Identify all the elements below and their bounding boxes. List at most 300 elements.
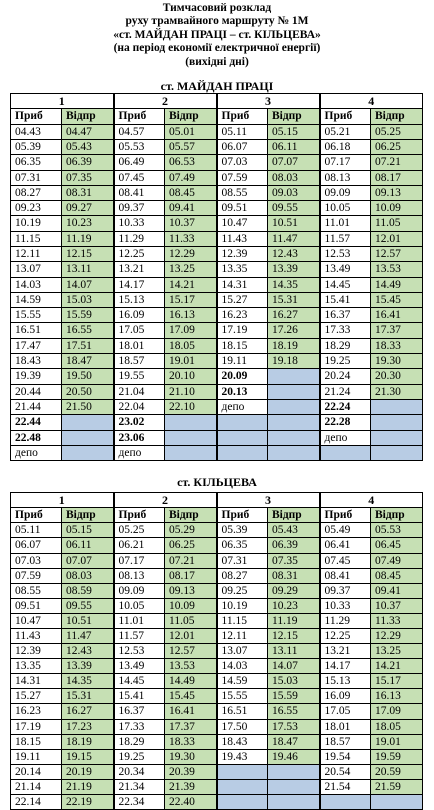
departure-column-header: Відпр [165,508,217,523]
departure-time: 08.17 [165,568,217,583]
arrival-time: 21.54 [320,779,371,794]
table-row [11,185,423,200]
departure-time: 14.49 [165,674,217,689]
departure-time: 11.33 [371,613,423,628]
arrival-time: 16.09 [320,689,371,704]
arrival-time: 12.11 [11,247,62,262]
departure-time: 16.55 [268,704,320,719]
departure-time: 20.10 [165,369,217,384]
arrival-time: 19.25 [114,749,165,764]
departure-time: 06.39 [62,155,114,170]
arrival-time [217,779,268,794]
departure-time: 17.53 [268,719,320,734]
departure-time: 15.45 [165,689,217,704]
table-row [11,384,423,399]
table-row [11,247,423,262]
departure-time: 05.53 [371,523,423,538]
arrival-time: 15.27 [217,292,268,307]
arrival-time: 22.48 [11,430,62,445]
departure-time: 13.39 [268,262,320,277]
table-row [11,764,423,779]
departure-time: 20.50 [62,384,114,399]
arrival-time: 14.03 [11,277,62,292]
departure-time: 05.15 [268,124,320,139]
table-row [11,644,423,659]
arrival-time: 15.41 [114,689,165,704]
arrival-time: 07.31 [217,553,268,568]
table-row [11,231,423,246]
departure-time: 16.13 [165,308,217,323]
table-row [11,568,423,583]
arrival-time: 20.14 [11,764,62,779]
arrival-time: 14.17 [114,277,165,292]
table-row [11,323,423,338]
section-title-maidan-pratsi: ст. МАЙДАН ПРАЦІ [160,79,274,94]
arrival-time: 06.07 [217,139,268,154]
arrival-time: 18.43 [217,734,268,749]
arrival-time: 18.29 [320,338,371,353]
schedule-table-kiltseva [10,492,423,810]
arrival-time: 10.05 [114,598,165,613]
arrival-time: 08.13 [320,170,371,185]
arrival-time: 14.45 [114,674,165,689]
group-number: 3 [217,493,320,508]
arrival-time: 05.11 [11,523,62,538]
departure-time: 08.17 [371,170,423,185]
departure-time: 15.59 [62,308,114,323]
departure-time: 13.53 [165,659,217,674]
departure-time: 08.31 [62,185,114,200]
departure-time: 19.01 [371,734,423,749]
arrival-time: 07.03 [217,155,268,170]
page-header [0,0,434,69]
departure-time: 06.45 [371,538,423,553]
header-line: (на період економії електричної енергії) [113,42,321,55]
schedule-table-maidan-pratsi [10,93,423,461]
arrival-time: 20.44 [11,384,62,399]
arrival-time: 11.43 [217,231,268,246]
arrival-time: 16.51 [217,704,268,719]
departure-time: 06.11 [268,139,320,154]
arrival-time: 09.09 [320,185,371,200]
arrival-time: 10.47 [11,613,62,628]
arrival-time: 21.24 [320,384,371,399]
table-row [11,674,423,689]
arrival-time: 07.45 [320,553,371,568]
departure-time [371,445,423,460]
departure-time [268,399,320,414]
departure-time: 15.31 [62,689,114,704]
arrival-column-header: Приб [114,508,165,523]
arrival-time: 09.09 [114,583,165,598]
arrival-time: депо [217,399,268,414]
departure-time: 18.05 [371,719,423,734]
departure-time: 12.01 [371,231,423,246]
table-row [11,704,423,719]
arrival-time: 14.03 [217,659,268,674]
arrival-time: 05.39 [217,523,268,538]
arrival-column-header: Приб [11,109,62,124]
arrival-time: 09.37 [320,583,371,598]
arrival-time: 23.06 [114,430,165,445]
arrival-time [320,445,371,460]
departure-time: 21.30 [371,384,423,399]
departure-time [165,445,217,460]
arrival-time: 05.53 [114,139,165,154]
departure-time: 13.11 [268,644,320,659]
departure-time [268,430,320,445]
arrival-time: 06.49 [114,155,165,170]
arrival-time: 11.01 [320,216,371,231]
arrival-time: 07.45 [114,170,165,185]
departure-time: 15.03 [268,674,320,689]
departure-time: 13.25 [165,262,217,277]
departure-time: 07.35 [62,170,114,185]
departure-time: 13.25 [371,644,423,659]
section-title-kiltseva: ст. КІЛЬЦЕВА [177,475,257,490]
departure-time [62,445,114,460]
departure-time: 21.10 [165,384,217,399]
table-row [11,369,423,384]
departure-time: 08.45 [371,568,423,583]
departure-time: 21.19 [62,779,114,794]
arrival-time: 12.11 [217,629,268,644]
arrival-time: 11.15 [217,613,268,628]
departure-time: 11.05 [371,216,423,231]
table-row [11,795,423,810]
departure-time [62,430,114,445]
arrival-time: 13.49 [320,262,371,277]
departure-time: 09.27 [62,201,114,216]
arrival-time: 13.21 [114,262,165,277]
arrival-time: 18.57 [320,734,371,749]
arrival-time: 07.59 [11,568,62,583]
departure-time: 09.41 [371,583,423,598]
arrival-time: 13.07 [217,644,268,659]
table-row [11,445,423,460]
group-number: 4 [320,94,423,109]
departure-time [165,415,217,430]
departure-time: 14.35 [62,674,114,689]
arrival-time: 08.55 [217,185,268,200]
table-row [11,292,423,307]
arrival-time: 08.41 [320,568,371,583]
departure-time: 18.19 [62,734,114,749]
departure-time: 14.35 [268,277,320,292]
table-row [11,734,423,749]
departure-time: 17.37 [165,719,217,734]
departure-time: 12.43 [268,247,320,262]
departure-time: 12.01 [165,629,217,644]
departure-time: 06.39 [268,538,320,553]
arrival-time: 12.53 [114,644,165,659]
arrival-time: 06.07 [11,538,62,553]
departure-time: 19.15 [62,749,114,764]
arrival-time: 11.43 [11,629,62,644]
departure-time: 18.47 [62,354,114,369]
arrival-time: 11.57 [320,231,371,246]
departure-time [62,415,114,430]
departure-time: 16.55 [62,323,114,338]
arrival-time: 05.25 [114,523,165,538]
departure-time: 14.07 [268,659,320,674]
arrival-time: 20.09 [217,369,268,384]
table-row [11,719,423,734]
header-line: (вихідні дні) [185,55,249,68]
departure-time: 07.35 [268,553,320,568]
departure-time: 10.23 [268,598,320,613]
departure-time: 09.29 [268,583,320,598]
departure-time: 12.57 [165,644,217,659]
departure-column-header: Відпр [62,508,114,523]
table-row [11,262,423,277]
header-line: руху трамвайного маршруту № 1М [125,15,309,28]
departure-time: 10.09 [371,201,423,216]
arrival-time [217,415,268,430]
table-row [11,689,423,704]
arrival-time: 16.23 [217,308,268,323]
header-line: «ст. МАЙДАН ПРАЦІ – ст. КІЛЬЦЕВА» [113,28,321,41]
arrival-time: 12.53 [320,247,371,262]
departure-time: 19.01 [165,354,217,369]
column-header-row [11,109,423,124]
arrival-time: 15.27 [11,689,62,704]
departure-time: 18.19 [268,338,320,353]
arrival-time: депо [114,445,165,460]
table-row [11,308,423,323]
group-number: 1 [11,493,114,508]
arrival-time: 22.24 [320,399,371,414]
departure-column-header: Відпр [165,109,217,124]
table-row [11,277,423,292]
arrival-time: 19.11 [11,749,62,764]
table-row [11,613,423,628]
departure-time: 21.39 [165,779,217,794]
arrival-time: 22.34 [114,795,165,810]
departure-time: 13.53 [371,262,423,277]
arrival-time: 15.55 [217,689,268,704]
table-row [11,598,423,613]
departure-time [268,795,320,810]
departure-time: 08.03 [268,170,320,185]
arrival-time: депо [11,445,62,460]
departure-time: 07.49 [371,553,423,568]
arrival-time: 10.19 [11,216,62,231]
arrival-time: 07.59 [217,170,268,185]
arrival-time: 18.01 [320,719,371,734]
departure-column-header: Відпр [371,109,423,124]
arrival-time: 07.17 [320,155,371,170]
departure-time: 20.30 [371,369,423,384]
table-row [11,538,423,553]
arrival-time: 16.09 [114,308,165,323]
departure-time [371,795,423,810]
departure-time: 12.15 [268,629,320,644]
departure-time: 09.55 [268,201,320,216]
arrival-time: 21.44 [11,399,62,414]
arrival-time: 19.25 [320,354,371,369]
arrival-time: 17.33 [114,719,165,734]
arrival-time: 16.23 [11,704,62,719]
departure-time: 20.39 [165,764,217,779]
arrival-time: 16.37 [114,704,165,719]
departure-time: 10.37 [165,216,217,231]
arrival-time: 06.35 [217,538,268,553]
departure-time: 05.43 [268,523,320,538]
arrival-column-header: Приб [11,508,62,523]
table-row [11,430,423,445]
arrival-time: 14.31 [217,277,268,292]
departure-time: 09.03 [268,185,320,200]
departure-time: 14.21 [165,277,217,292]
arrival-time: 11.01 [114,613,165,628]
table-row [11,523,423,538]
departure-time: 17.26 [268,323,320,338]
table-row [11,201,423,216]
departure-time: 16.41 [165,704,217,719]
arrival-time: 14.17 [320,659,371,674]
arrival-time: 15.13 [114,292,165,307]
table-row [11,170,423,185]
arrival-time: 18.43 [11,354,62,369]
table-row [11,553,423,568]
departure-time: 05.43 [62,139,114,154]
departure-time: 17.37 [371,323,423,338]
departure-time: 17.23 [62,719,114,734]
departure-time: 13.39 [62,659,114,674]
arrival-time: депо [320,430,371,445]
arrival-time: 04.57 [114,124,165,139]
arrival-time: 14.31 [11,674,62,689]
arrival-time: 11.29 [320,613,371,628]
arrival-time: 19.39 [11,369,62,384]
arrival-time: 06.41 [320,538,371,553]
arrival-time [217,764,268,779]
arrival-time: 15.41 [320,292,371,307]
departure-time: 05.15 [62,523,114,538]
group-number: 2 [114,493,217,508]
departure-time: 19.30 [165,749,217,764]
arrival-time: 21.34 [114,779,165,794]
table-row [11,139,423,154]
arrival-time: 12.25 [320,629,371,644]
arrival-time: 21.04 [114,384,165,399]
departure-time: 16.13 [371,689,423,704]
group-number: 1 [11,94,114,109]
arrival-column-header: Приб [217,109,268,124]
arrival-time: 08.27 [11,185,62,200]
arrival-time: 04.43 [11,124,62,139]
arrival-time: 22.28 [320,415,371,430]
departure-time: 20.19 [62,764,114,779]
departure-time: 12.57 [371,247,423,262]
departure-time: 14.07 [62,277,114,292]
table-row [11,659,423,674]
table-row [11,415,423,430]
arrival-time: 17.19 [11,719,62,734]
departure-time: 07.07 [268,155,320,170]
departure-time: 05.29 [165,523,217,538]
arrival-time: 08.13 [114,568,165,583]
departure-column-header: Відпр [268,109,320,124]
departure-time: 15.45 [371,292,423,307]
arrival-time: 14.59 [217,674,268,689]
departure-time: 11.47 [62,629,114,644]
table-row [11,216,423,231]
arrival-time: 07.03 [11,553,62,568]
arrival-time: 19.11 [217,354,268,369]
departure-time: 09.41 [165,201,217,216]
arrival-time: 10.05 [320,201,371,216]
departure-time: 10.23 [62,216,114,231]
departure-time: 22.10 [165,399,217,414]
departure-time: 15.17 [165,292,217,307]
arrival-time: 13.49 [114,659,165,674]
departure-time: 16.27 [268,308,320,323]
arrival-time: 05.11 [217,124,268,139]
departure-time: 12.15 [62,247,114,262]
departure-time: 07.07 [62,553,114,568]
departure-time: 12.43 [62,644,114,659]
departure-time: 08.03 [62,568,114,583]
departure-time: 09.13 [165,583,217,598]
departure-time: 11.05 [165,613,217,628]
departure-time: 20.59 [371,764,423,779]
departure-time [268,384,320,399]
arrival-time [217,445,268,460]
arrival-time: 06.21 [114,538,165,553]
arrival-time: 08.27 [217,568,268,583]
departure-time: 05.01 [165,124,217,139]
arrival-time: 09.37 [114,201,165,216]
arrival-time: 18.29 [114,734,165,749]
departure-time [268,369,320,384]
departure-time: 11.19 [268,613,320,628]
arrival-time [217,795,268,810]
departure-column-header: Відпр [62,109,114,124]
departure-time: 15.03 [62,292,114,307]
departure-time: 15.31 [268,292,320,307]
departure-time: 19.30 [371,354,423,369]
table-row [11,124,423,139]
departure-time: 08.59 [62,583,114,598]
table-row [11,583,423,598]
departure-time: 11.19 [62,231,114,246]
departure-time: 13.11 [62,262,114,277]
header-line: Тимчасовий розклад [162,2,272,14]
group-header-row [11,94,423,109]
table-row [11,629,423,644]
arrival-column-header: Приб [320,508,371,523]
departure-time: 12.29 [165,247,217,262]
arrival-time: 07.17 [114,553,165,568]
departure-time: 06.11 [62,538,114,553]
arrival-time: 22.14 [11,795,62,810]
arrival-time: 10.33 [320,598,371,613]
departure-time: 16.41 [371,308,423,323]
departure-time: 19.18 [268,354,320,369]
group-number: 4 [320,493,423,508]
departure-time: 05.57 [165,139,217,154]
departure-time: 06.25 [165,538,217,553]
departure-time: 17.09 [371,704,423,719]
departure-time: 05.25 [371,124,423,139]
arrival-time: 13.21 [320,644,371,659]
departure-time: 07.21 [165,553,217,568]
arrival-time: 14.59 [11,292,62,307]
arrival-time: 09.25 [217,583,268,598]
arrival-time: 05.21 [320,124,371,139]
